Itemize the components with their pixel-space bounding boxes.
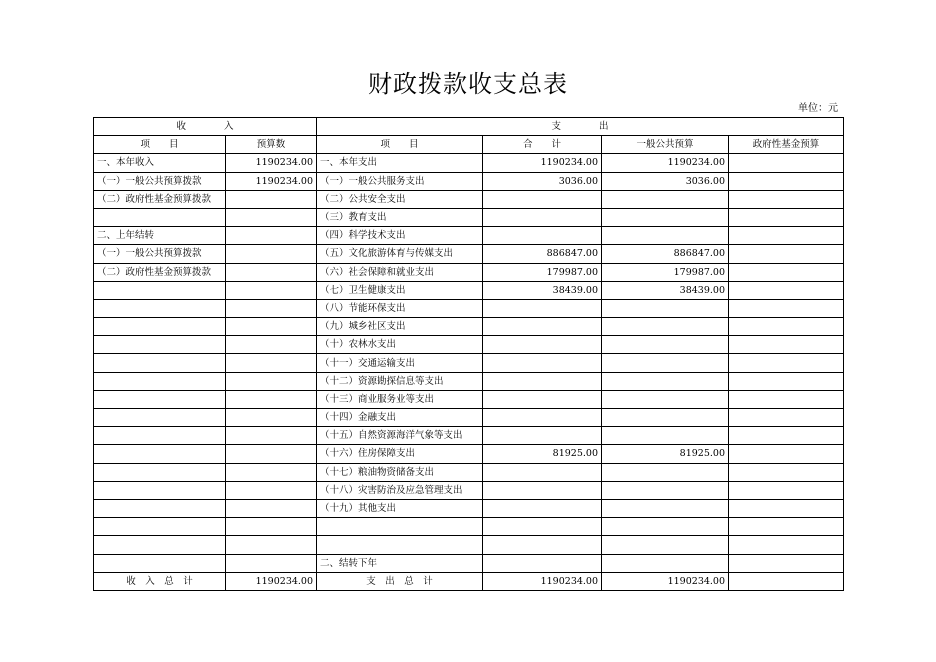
total-cell: 179987.00 — [483, 263, 602, 281]
income-amount-cell: 1190234.00 — [226, 172, 317, 190]
fund-budget-cell — [729, 245, 844, 263]
total-cell: 886847.00 — [483, 245, 602, 263]
total-cell — [483, 390, 602, 408]
table-row — [94, 190, 844, 208]
income-amount-cell — [226, 463, 317, 481]
income-item-cell — [94, 481, 226, 499]
total-cell — [483, 372, 602, 390]
general-budget-cell — [602, 554, 729, 572]
income-amount-cell — [226, 190, 317, 208]
expense-item-cell: （八）节能环保支出 — [317, 299, 483, 317]
fund-budget-cell — [729, 263, 844, 281]
expense-item-cell: （十八）灾害防治及应急管理支出 — [317, 481, 483, 499]
total-cell — [483, 554, 602, 572]
expense-item-cell: （三）教育支出 — [317, 208, 483, 226]
income-amount-cell — [226, 427, 317, 445]
expense-item-header: 项 目 — [317, 136, 483, 154]
income-amount-cell — [226, 390, 317, 408]
total-cell — [483, 409, 602, 427]
general-budget-cell — [602, 372, 729, 390]
table-row — [94, 154, 844, 172]
income-item-cell — [94, 463, 226, 481]
fund-budget-cell — [729, 518, 844, 536]
fund-budget-cell — [729, 154, 844, 172]
total-cell — [483, 499, 602, 517]
income-item-cell: （一）一般公共预算拨款 — [94, 172, 226, 190]
table-row — [94, 299, 844, 317]
fund-budget-cell — [729, 318, 844, 336]
income-item-cell — [94, 281, 226, 299]
income-amount-cell — [226, 318, 317, 336]
income-item-cell — [94, 390, 226, 408]
expense-item-cell: （一）一般公共服务支出 — [317, 172, 483, 190]
fund-budget-cell — [729, 172, 844, 190]
income-amount-cell — [226, 208, 317, 226]
table-row — [94, 172, 844, 190]
total-cell: 81925.00 — [483, 445, 602, 463]
income-item-cell — [94, 427, 226, 445]
general-budget-cell — [602, 409, 729, 427]
general-budget-cell — [602, 299, 729, 317]
expense-item-cell: （十五）自然资源海洋气象等支出 — [317, 427, 483, 445]
income-amount-cell — [226, 245, 317, 263]
fund-budget-cell — [729, 554, 844, 572]
fund-budget-cell — [729, 354, 844, 372]
income-item-cell — [94, 536, 226, 554]
table-row — [94, 463, 844, 481]
total-cell — [483, 481, 602, 499]
total-cell — [483, 336, 602, 354]
general-budget-cell: 886847.00 — [602, 245, 729, 263]
total-cell — [483, 227, 602, 245]
fund-budget-cell — [729, 281, 844, 299]
expense-item-cell: （七）卫生健康支出 — [317, 281, 483, 299]
table-row — [94, 554, 844, 572]
fund-budget-cell — [729, 390, 844, 408]
table-row — [94, 336, 844, 354]
table-row — [94, 263, 844, 281]
table-row — [94, 536, 844, 554]
table-row — [94, 372, 844, 390]
header-row-1 — [94, 118, 844, 136]
expense-item-cell: （九）城乡社区支出 — [317, 318, 483, 336]
expense-item-cell: （十七）粮油物资储备支出 — [317, 463, 483, 481]
fund-budget-cell — [729, 409, 844, 427]
fund-budget-total — [729, 572, 844, 590]
table-row — [94, 445, 844, 463]
expense-item-cell: （十）农林水支出 — [317, 336, 483, 354]
income-amount-cell — [226, 445, 317, 463]
general-budget-cell: 179987.00 — [602, 263, 729, 281]
table-row — [94, 208, 844, 226]
income-amount-cell — [226, 499, 317, 517]
income-header: 收 入 — [94, 118, 317, 136]
total-cell — [483, 299, 602, 317]
expense-item-cell: （十二）资源勘探信息等支出 — [317, 372, 483, 390]
general-budget-cell — [602, 190, 729, 208]
total-cell — [483, 518, 602, 536]
expense-item-cell: （十一）交通运输支出 — [317, 354, 483, 372]
fund-budget-cell — [729, 499, 844, 517]
income-item-cell — [94, 554, 226, 572]
fund-budget-cell — [729, 227, 844, 245]
general-budget-cell — [602, 208, 729, 226]
expense-item-cell: （十四）金融支出 — [317, 409, 483, 427]
fund-budget-cell — [729, 208, 844, 226]
general-budget-cell — [602, 463, 729, 481]
expense-item-cell: （十三）商业服务业等支出 — [317, 390, 483, 408]
income-item-cell: （一）一般公共预算拨款 — [94, 245, 226, 263]
general-budget-header: 一般公共预算 — [602, 136, 729, 154]
total-cell: 38439.00 — [483, 281, 602, 299]
income-amount-cell — [226, 263, 317, 281]
total-cell: 1190234.00 — [483, 154, 602, 172]
expense-item-cell: （二）公共安全支出 — [317, 190, 483, 208]
income-amount-cell — [226, 518, 317, 536]
table-row — [94, 245, 844, 263]
income-item-cell — [94, 354, 226, 372]
income-item-cell — [94, 318, 226, 336]
income-item-cell — [94, 445, 226, 463]
general-budget-cell: 3036.00 — [602, 172, 729, 190]
fund-budget-cell — [729, 427, 844, 445]
income-item-cell — [94, 518, 226, 536]
income-amount-cell — [226, 481, 317, 499]
expense-total-amount: 1190234.00 — [483, 572, 602, 590]
total-cell — [483, 427, 602, 445]
total-cell — [483, 354, 602, 372]
expense-item-cell: 二、结转下年 — [317, 554, 483, 572]
header-row-2 — [94, 136, 844, 154]
general-budget-cell: 1190234.00 — [602, 154, 729, 172]
income-item-header: 项 目 — [94, 136, 226, 154]
total-cell — [483, 208, 602, 226]
table-row — [94, 409, 844, 427]
expense-item-cell — [317, 518, 483, 536]
table-row — [94, 354, 844, 372]
fund-budget-cell — [729, 481, 844, 499]
income-item-cell — [94, 372, 226, 390]
income-item-cell: 一、本年收入 — [94, 154, 226, 172]
expense-item-cell: （十九）其他支出 — [317, 499, 483, 517]
income-amount-cell — [226, 409, 317, 427]
table-row — [94, 281, 844, 299]
fund-budget-cell — [729, 190, 844, 208]
income-amount-cell — [226, 354, 317, 372]
total-cell — [483, 318, 602, 336]
income-item-cell: （二）政府性基金预算拨款 — [94, 190, 226, 208]
income-amount-cell: 1190234.00 — [226, 154, 317, 172]
table-row — [94, 427, 844, 445]
total-cell — [483, 463, 602, 481]
general-budget-cell — [602, 518, 729, 536]
general-budget-cell — [602, 536, 729, 554]
income-item-cell — [94, 208, 226, 226]
fund-budget-cell — [729, 299, 844, 317]
general-budget-cell: 38439.00 — [602, 281, 729, 299]
expense-total-label: 支 出 总 计 — [317, 572, 483, 590]
table-row — [94, 227, 844, 245]
fund-budget-header: 政府性基金预算 — [729, 136, 844, 154]
income-item-cell: 二、上年结转 — [94, 227, 226, 245]
fund-budget-cell — [729, 445, 844, 463]
total-cell — [483, 190, 602, 208]
total-cell — [483, 536, 602, 554]
income-item-cell — [94, 299, 226, 317]
table-row — [94, 499, 844, 517]
income-amount-cell — [226, 536, 317, 554]
fund-budget-cell — [729, 372, 844, 390]
income-amount-cell — [226, 372, 317, 390]
income-item-cell — [94, 499, 226, 517]
budget-amount-header: 预算数 — [226, 136, 317, 154]
unit-label: 单位：元 — [798, 103, 838, 114]
income-item-cell: （二）政府性基金预算拨款 — [94, 263, 226, 281]
expense-item-cell: 一、本年支出 — [317, 154, 483, 172]
fund-budget-cell — [729, 536, 844, 554]
general-budget-cell — [602, 499, 729, 517]
income-amount-cell — [226, 227, 317, 245]
table-row — [94, 481, 844, 499]
total-cell: 3036.00 — [483, 172, 602, 190]
page-title: 财政拨款收支总表 — [368, 70, 568, 98]
income-total-label: 收 入 总 计 — [94, 572, 226, 590]
expense-item-cell: （六）社会保障和就业支出 — [317, 263, 483, 281]
general-budget-cell — [602, 227, 729, 245]
expense-item-cell: （五）文化旅游体育与传媒支出 — [317, 245, 483, 263]
total-header: 合 计 — [483, 136, 602, 154]
budget-table — [93, 117, 844, 591]
expense-item-cell: （十六）住房保障支出 — [317, 445, 483, 463]
expense-header: 支 出 — [317, 118, 844, 136]
general-budget-total: 1190234.00 — [602, 572, 729, 590]
general-budget-cell: 81925.00 — [602, 445, 729, 463]
income-amount-cell — [226, 281, 317, 299]
table-row — [94, 518, 844, 536]
income-total-amount: 1190234.00 — [226, 572, 317, 590]
table-row — [94, 318, 844, 336]
income-amount-cell — [226, 554, 317, 572]
general-budget-cell — [602, 336, 729, 354]
general-budget-cell — [602, 481, 729, 499]
general-budget-cell — [602, 427, 729, 445]
fund-budget-cell — [729, 463, 844, 481]
table-row — [94, 390, 844, 408]
general-budget-cell — [602, 354, 729, 372]
expense-item-cell: （四）科学技术支出 — [317, 227, 483, 245]
fund-budget-cell — [729, 336, 844, 354]
income-amount-cell — [226, 299, 317, 317]
general-budget-cell — [602, 318, 729, 336]
general-budget-cell — [602, 390, 729, 408]
income-amount-cell — [226, 336, 317, 354]
total-row — [94, 572, 844, 590]
income-item-cell — [94, 409, 226, 427]
income-item-cell — [94, 336, 226, 354]
expense-item-cell — [317, 536, 483, 554]
